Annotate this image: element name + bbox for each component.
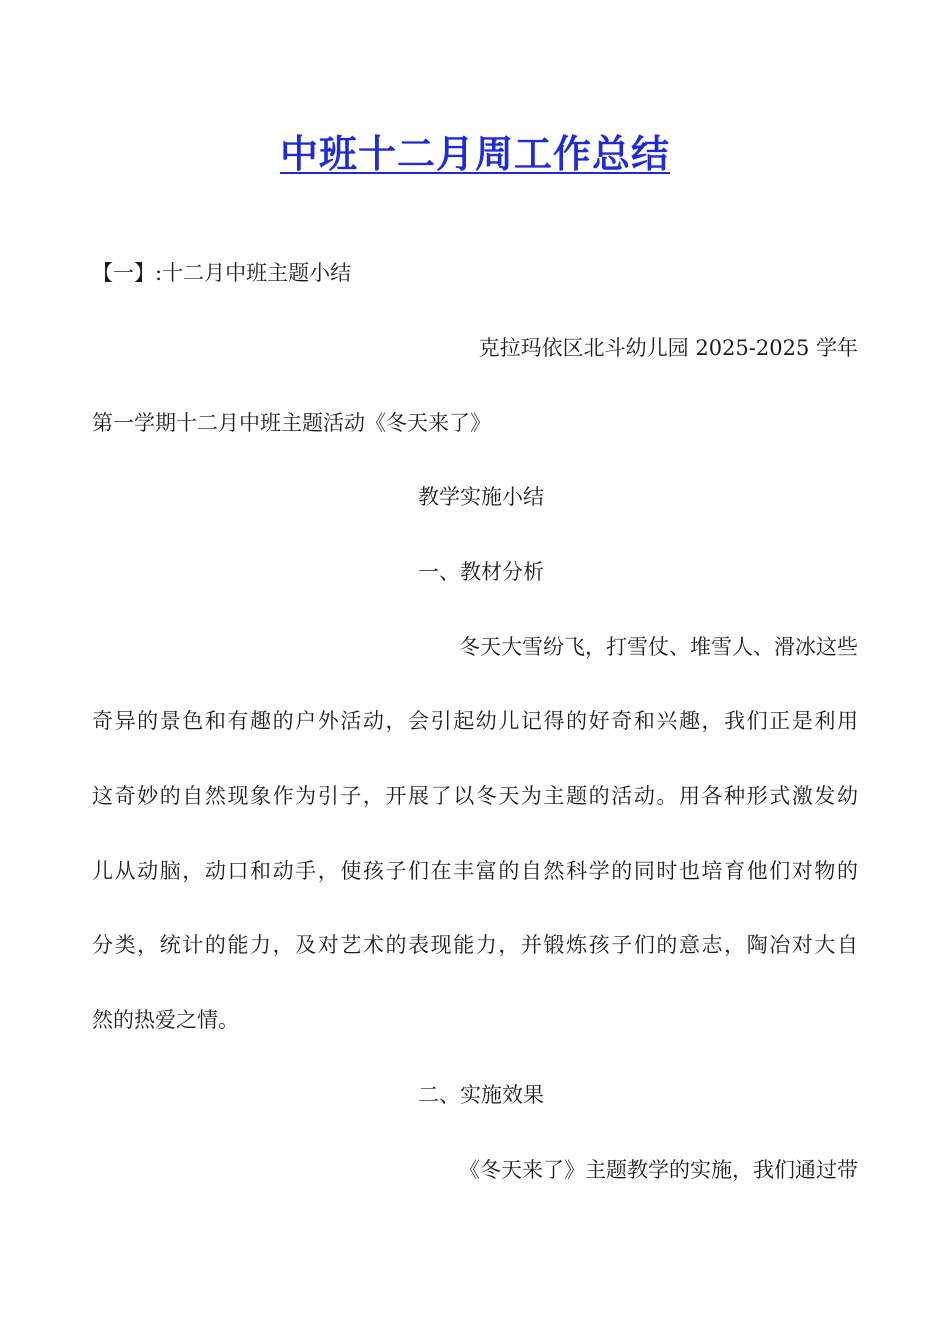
part2-heading: 二、实施效果 bbox=[418, 1083, 544, 1107]
document-title[interactable]: 中班十二月周工作总结 bbox=[279, 132, 670, 176]
paragraph-line: 冬天大雪纷飞，打雪仗、堆雪人、滑冰这些 bbox=[459, 635, 858, 659]
semester-line: 第一学期十二月中班主题活动《冬天来了》 bbox=[92, 411, 491, 435]
paragraph-line: 《冬天来了》主题教学的实施，我们通过带 bbox=[459, 1158, 858, 1182]
part1-heading: 一、教材分析 bbox=[418, 560, 544, 584]
paragraph-line: 分类，统计的能力，及对艺术的表现能力，并锻炼孩子们的意志，陶冶对大自 bbox=[92, 933, 858, 957]
paragraph-line: 奇异的景色和有趣的户外活动，会引起幼儿记得的好奇和兴趣，我们正是利用 bbox=[92, 709, 858, 733]
paragraph-line: 然的热爱之情。 bbox=[92, 1008, 239, 1032]
paragraph-line: 这奇妙的自然现象作为引子，开展了以冬天为主题的活动。用各种形式激发幼 bbox=[92, 784, 858, 808]
school-year-line: 克拉玛依区北斗幼儿园 2025-2025 学年 bbox=[478, 336, 858, 360]
report-title: 教学实施小结 bbox=[418, 485, 544, 509]
section-heading: 【一】:十二月中班主题小结 bbox=[92, 261, 352, 285]
paragraph-line: 儿从动脑，动口和动手，使孩子们在丰富的自然科学的同时也培育他们对物的 bbox=[92, 859, 858, 883]
